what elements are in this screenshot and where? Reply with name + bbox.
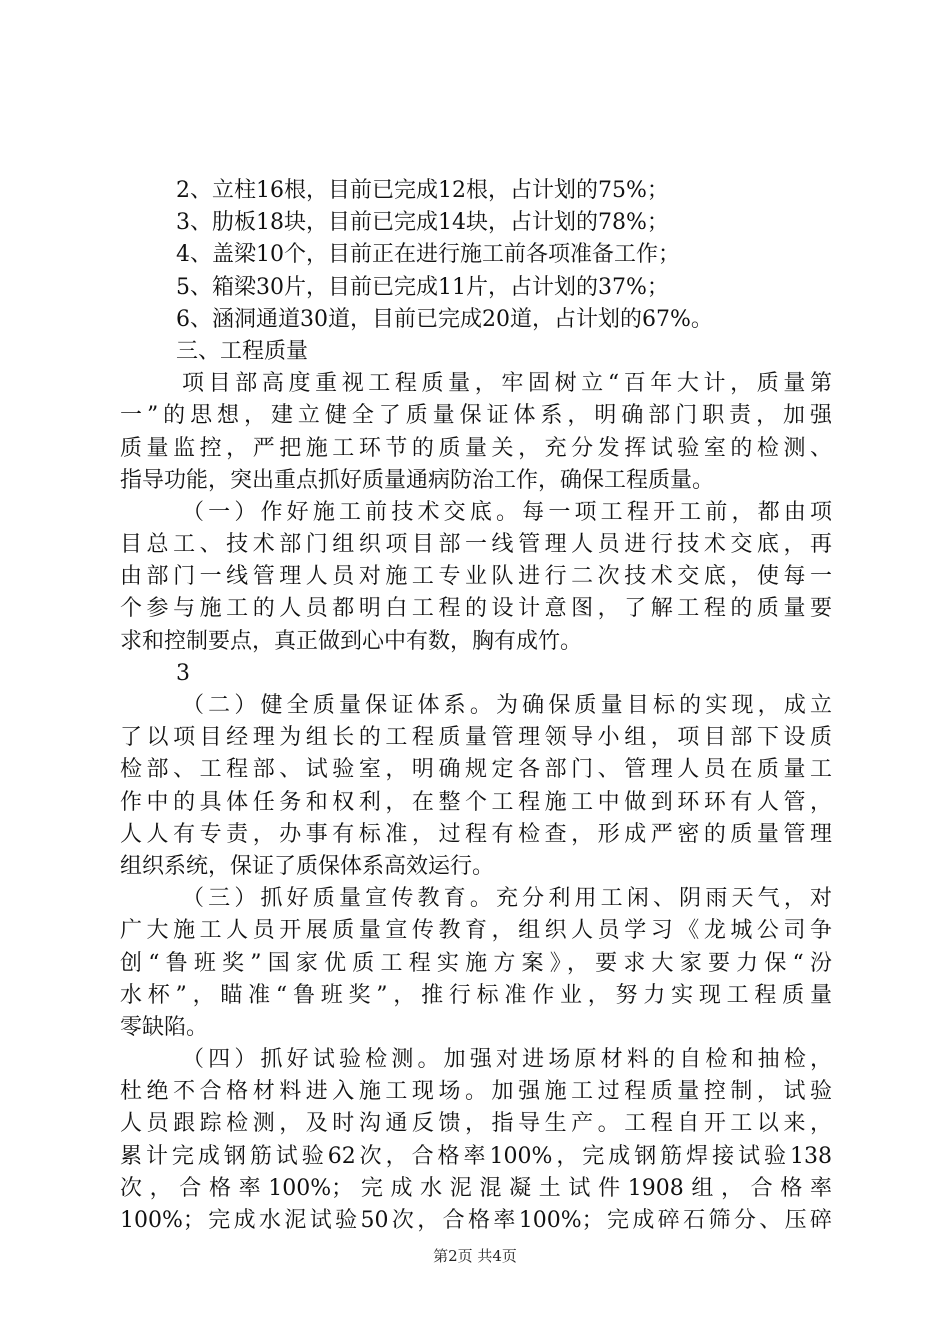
paragraph-line: （二）健全质量保证体系。为确保质量目标的实现，成立 [182, 693, 832, 718]
progress-item-columns: 2、立柱16根，目前已完成12根，占计划的75%； [176, 178, 669, 203]
paragraph-line: 水杯”，瞄准“鲁班奖”，推行标准作业，努力实现工程质量 [120, 982, 832, 1008]
paragraph-line: （三）抓好质量宣传教育。充分利用工闲、阴雨天气，对 [182, 886, 832, 912]
paragraph-line: 累计完成钢筋试验62次，合格率100%，完成钢筋焊接试验138 [120, 1143, 832, 1169]
progress-item-culverts: 6、涵洞通道30道，目前已完成20道，占计划的67%。 [176, 306, 713, 332]
paragraph-line: 求和控制要点，真正做到心中有数，胸有成竹。 [120, 628, 583, 654]
paragraph-line: 质量监控，严把施工环节的质量关，充分发挥试验室的检测、 [120, 435, 832, 461]
paragraph-line: 目总工、技术部门组织项目部一线管理人员进行技术交底，再 [120, 532, 832, 558]
progress-item-boxgirders: 5、箱梁30片，目前已完成11片，占计划的37%； [176, 274, 669, 300]
inline-page-number: 3 [176, 660, 190, 686]
paragraph-line: 个参与施工的人员都明白工程的设计意图，了解工程的质量要 [120, 596, 832, 622]
paragraph-line: 指导功能，突出重点抓好质量通病防治工作，确保工程质量。 [120, 467, 715, 493]
paragraph-line: 由部门一线管理人员对施工专业队进行二次技术交底，使每一 [120, 564, 832, 590]
paragraph-line: 了以项目经理为组长的工程质量管理领导小组，项目部下设质 [120, 725, 832, 751]
paragraph-line: 次，合格率100%；完成水泥混凝土试件1908组，合格率 [120, 1175, 832, 1201]
progress-item-ribs: 3、肋板18块，目前已完成14块，占计划的78%； [176, 210, 669, 236]
section-heading-quality: 三、工程质量 [176, 338, 309, 364]
paragraph-line: 人人有专责，办事有标准，过程有检查，形成严密的质量管理 [120, 821, 832, 847]
paragraph-line: 杜绝不合格材料进入施工现场。加强施工过程质量控制，试验 [120, 1079, 832, 1105]
progress-item-capbeams: 4、盖梁10个，目前正在进行施工前各项准备工作； [176, 242, 680, 268]
page-footer: 第2页 共4页 [433, 1247, 517, 1265]
paragraph-line: （一）作好施工前技术交底。每一项工程开工前，都由项 [182, 499, 832, 525]
paragraph-line: 人员跟踪检测，及时沟通反馈，指导生产。工程自开工以来， [120, 1111, 832, 1137]
paragraph-line: 100%；完成水泥试验50次，合格率100%；完成碎石筛分、压碎 [120, 1208, 832, 1233]
paragraph-line: 检部、工程部、试验室，明确规定各部门、管理人员在质量工 [120, 757, 832, 783]
paragraph-line: 一”的思想，建立健全了质量保证体系，明确部门职责，加强 [120, 403, 832, 429]
document-body [120, 175, 832, 1237]
paragraph-line: 组织系统，保证了质保体系高效运行。 [120, 853, 495, 879]
paragraph-line: 作中的具体任务和权利，在整个工程施工中做到环环有人管， [120, 789, 832, 815]
paragraph-line: 创“鲁班奖”国家优质工程实施方案》，要求大家要力保“汾 [120, 950, 832, 976]
paragraph-line: （四）抓好试验检测。加强对进场原材料的自检和抽检， [182, 1047, 832, 1073]
paragraph-line: 零缺陷。 [120, 1014, 209, 1040]
paragraph-line: 项目部高度重视工程质量，牢固树立“百年大计，质量第 [182, 371, 832, 397]
paragraph-line: 广大施工人员开展质量宣传教育，组织人员学习《龙城公司争 [120, 918, 832, 944]
